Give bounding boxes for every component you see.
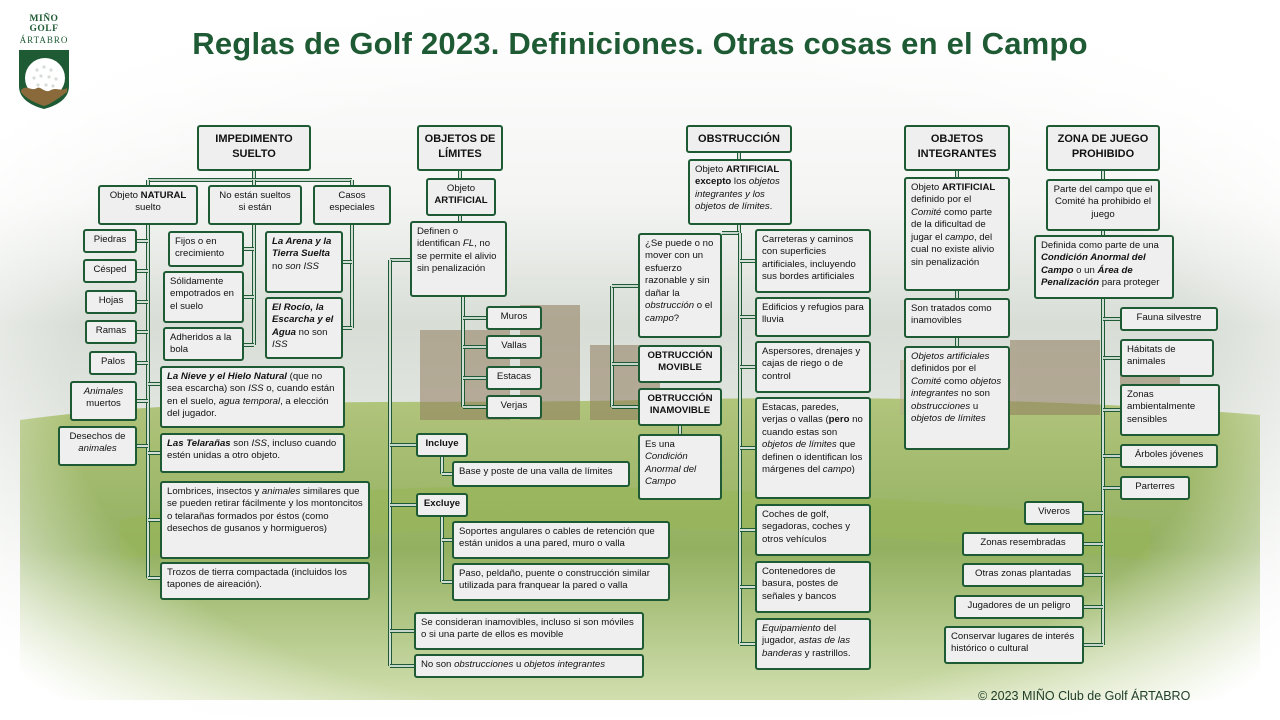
arena-box: La Arena y la Tierra Suelta no son ISS (265, 231, 343, 293)
incluye-label: Incluye (416, 433, 468, 457)
prohibido-header: ZONA DE JUEGO PROHIBIDO (1046, 125, 1160, 171)
limites-item-verjas: Verjas (486, 395, 542, 419)
obstruccion-pregunta-box: ¿Se puede o no mover con un esfuerzo razonable y sin dañar la obstrucción o el campo? (638, 233, 722, 338)
prohibido-item-habitats: Hábitats de animales (1120, 339, 1214, 377)
obstruccion-movible-box: OBTRUCCIÓN MOVIBLE (638, 345, 722, 383)
prohibido-item-fauna: Fauna silvestre (1120, 307, 1218, 331)
natural-item-cesped: Césped (83, 259, 137, 283)
limites-item-estacas: Estacas (486, 366, 542, 390)
excluye-label: Excluye (416, 493, 468, 517)
logo-line2: ÁRTABRO (19, 35, 69, 45)
excluye-item-paso: Paso, peldaño, puente o construcción similar utilizada para franquear la pared o valla (452, 563, 670, 601)
obstruccion-item-contenedores: Contenedores de basura, postes de señales y bancos (755, 561, 871, 613)
fijos-box: Fijos o en crecimiento (168, 231, 244, 267)
casos-especiales-box: Casos especiales (313, 185, 391, 225)
prohibido-item-resembradas: Zonas resembradas (962, 532, 1084, 556)
integrantes-header: OBJETOS INTEGRANTES (904, 125, 1010, 171)
obstruccion-item-aspersores: Aspersores, drenajes y cajas de riego o de control (755, 341, 871, 393)
integrantes-def-box: Objeto ARTIFICIAL definido por el Comité como parte de la dificultad de jugar el campo, del cual no existe alivio sin penalización (904, 177, 1010, 291)
incluye-item: Base y poste de una valla de límites (452, 461, 630, 487)
limites-header: OBJETOS DE LÍMITES (417, 125, 503, 171)
excluye-item-soportes: Soportes angulares o cables de retención que están unidos a una pared, muro o valla (452, 521, 670, 559)
prohibido-definida-box: Definida como parte de una Condición Anormal del Campo o un Área de Penalización para proteger (1034, 235, 1174, 299)
natural-item-hojas: Hojas (85, 290, 137, 314)
logo (14, 14, 74, 106)
obstruccion-condicion-box: Es una Condición Anormal del Campo (638, 434, 722, 500)
limites-item-muros: Muros (486, 306, 542, 330)
nieve-box: La Nieve y el Hielo Natural (que no sea escarcha) son ISS o, cuando están en el suelo, agua temporal, a elección del jugador. (160, 366, 345, 428)
prohibido-item-conservar: Conservar lugares de interés histórico o cultural (944, 626, 1084, 664)
prohibido-item-arboles: Árboles jóvenes (1120, 444, 1218, 468)
prohibido-parte-box: Parte del campo que el Comité ha prohibido el juego (1046, 179, 1160, 231)
natural-item-animales: Animales muertos (70, 381, 137, 421)
golf-ball-map-icon (15, 48, 73, 110)
limites-no-son-box: No son obstrucciones u objetos integrantes (414, 654, 644, 678)
limites-item-vallas: Vallas (486, 335, 542, 359)
prohibido-item-viveros: Viveros (1024, 501, 1084, 525)
prohibido-item-jugadores: Jugadores de un peligro (954, 595, 1084, 619)
obstruccion-inamovible-box: OBTRUCCIÓN INAMOVIBLE (638, 388, 722, 426)
natural-item-desechos: Desechos de animales (58, 426, 137, 466)
obstruccion-def-box: Objeto ARTIFICIAL excepto los objetos integrantes y los objetos de límites. (688, 159, 792, 225)
natural-item-ramas: Ramas (85, 320, 137, 344)
telaranas-box: Las Telarañas son ISS, incluso cuando estén unidas a otro objeto. (160, 433, 345, 473)
obstruccion-item-estacas: Estacas, paredes, verjas o vallas (pero no cuando estas son objetos de límites que definen o identifican los márgenes del campo) (755, 397, 871, 499)
integrantes-tratados-box: Son tratados como inamovibles (904, 298, 1010, 338)
limites-inamovibles-box: Se consideran inamovibles, incluso si son móviles o si una parte de ellos es movible (414, 612, 644, 650)
impedimento-header: IMPEDIMENTO SUELTO (197, 125, 311, 171)
lombrices-box: Lombrices, insectos y animales similares que se pueden retirar fácilmente y los montoncitos o telarañas formados por éstos (como desechos de gusanos y hormigueros) (160, 481, 370, 559)
limites-definen-box: Definen o identifican FL, no se permite el alivio sin penalización (410, 221, 507, 297)
objeto-natural-box: Objeto NATURAL suelto (98, 185, 198, 225)
obstruccion-header: OBSTRUCCIÓN (686, 125, 792, 153)
limites-artificial-box: Objeto ARTIFICIAL (426, 178, 496, 216)
logo-line1: MIÑO GOLF (29, 14, 59, 34)
obstruccion-item-edificios: Edificios y refugios para lluvia (755, 297, 871, 337)
adheridos-box: Adheridos a la bola (163, 327, 244, 361)
empotrados-box: Sólidamente empotrados en el suelo (163, 271, 244, 323)
obstruccion-item-equipamiento: Equipamiento del jugador, astas de las banderas y rastrillos. (755, 618, 871, 670)
page-title: Reglas de Golf 2023. Definiciones. Otras cosas en el Campo (192, 26, 1088, 61)
prohibido-item-plantadas: Otras zonas plantadas (962, 563, 1084, 587)
obstruccion-item-carreteras: Carreteras y caminos con superficies artificiales, incluyendo sus bordes artificiales (755, 229, 871, 293)
no-sueltos-box: No están sueltos si están (208, 185, 302, 225)
copyright-text: © 2023 MIÑO Club de Golf ÁRTABRO (978, 689, 1191, 703)
prohibido-item-parterres: Parterres (1120, 476, 1190, 500)
natural-item-palos: Palos (89, 351, 137, 375)
rocio-box: El Rocío, la Escarcha y el Agua no son ISS (265, 297, 343, 359)
integrantes-artificiales-box: Objetos artificiales definidos por el Comité como objetos integrantes no son obstrucciones u objetos de límites (904, 346, 1010, 450)
obstruccion-item-coches: Coches de golf, segadoras, coches y otros vehículos (755, 504, 871, 556)
prohibido-item-zonas-sensibles: Zonas ambientalmente sensibles (1120, 384, 1220, 436)
trozos-box: Trozos de tierra compactada (incluidos los tapones de aireación). (160, 562, 370, 600)
natural-item-piedras: Piedras (83, 229, 137, 253)
